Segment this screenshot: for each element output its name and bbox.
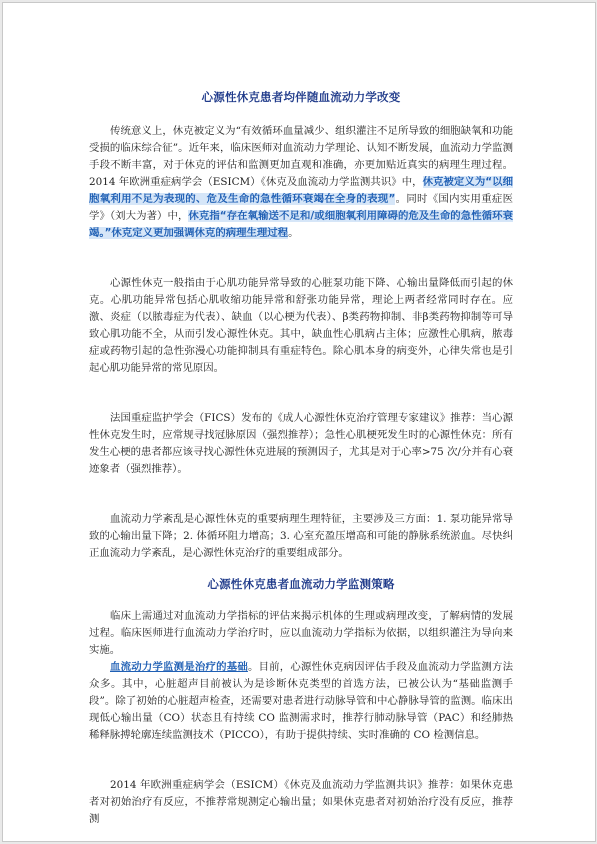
- section-title-monitoring-strategy: 心源性休克患者血流动力学监测策略: [207, 577, 395, 591]
- section-title-hemodynamic-changes: 心源性休克患者均伴随血流动力学改变: [201, 90, 401, 104]
- paragraph-text: 。: [288, 227, 299, 239]
- paragraph-hemodynamic-disorder: 血流动力学紊乱是心源性休克的重要病理生理特征，主要涉及三方面：1. 泵功能异常导致的心输出量下降；2. 体循环阻力增高；3. 心室充盈压增高和可能的静脉系统淤血。尽快纠正血流动力学紊乱，是心源性休克治疗的重要组成部分。: [89, 513, 513, 559]
- paragraph-esicm-recommendation: 2014 年欧洲重症病学会（ESICM）《休克及血流动力学监测共识》推荐：如果休克患者对初始治疗有反应，不推荐常规测定心输出量；如果休克患者对初始治疗没有反应，推荐测: [89, 779, 513, 825]
- highlight-shock-pathophysiology: 休克指“存在氧输送不足和/或细胞氧利用障碍的危及生命的急性循环衰竭。”休克定义更加强调休克的病理生理过程: [89, 210, 513, 239]
- paragraph-clinical-assessment: 临床上需通过对血流动力学指标的评估来揭示机体的生理或病理改变，了解病情的发展过程。临床医师进行血流动力学治疗时，应以血流动力学指标为依据，以组织灌注为导向来实施。: [89, 610, 513, 656]
- document-page: [2, 2, 596, 842]
- paragraph-fics-recommendation: 法国重症监护学会（FICS）发布的《成人心源性休克治疗管理专家建议》推荐：当心源性休克发生时，应常规寻找冠脉原因（强烈推荐）；急性心肌梗死发生时的心源性休克：所有发生心梗的患者都应该寻找心源性休克进展的预测因子，尤其是对于心率>75 次/分并有心衰迹象者（强烈推荐）。: [89, 412, 513, 475]
- paragraph-cardiogenic-shock-causes: 心源性休克一般指由于心肌功能异常导致的心脏泵功能下降、心输出量降低而引起的休克。心肌功能异常包括心肌收缩功能异常和舒张功能异常，理论上两者经常同时存在。应激、炎症（以脓毒症为代表）、缺血（以心梗为代表）、β类药物抑制、非β类药物抑制等可导致心肌功能不全，从而引发心源性休克。其中，缺血性心肌病占主体；应激性心肌病，脓毒症或药物引起的急性弥漫心功能抑制具有重症特色。除心肌本身的病变外，心律失常也是引起心肌功能异常的常见原因。: [89, 277, 513, 374]
- paragraph-text: 传统意义上，休克被定义为“有效循环血量减少、组织灌注不足所导致的细胞缺氧和功能受损的临床综合征”。近年来，临床医师对血流动力学理论、认知不断发展，血流动力学监测手段不断丰富，对于休克的评估和监测更加直观和准确，亦更加贴近真实的病理生理过程。2014 年欧洲重症病学会（ESICM）《休克及血流动力学监测共识》中，: [89, 125, 513, 188]
- paragraph-text: 。同时《国内实用重症医学》（刘大为著）中，: [89, 193, 514, 222]
- paragraph-monitoring-methods: [89, 659, 513, 744]
- paragraph-shock-definition: [89, 123, 513, 242]
- highlight-shock-definition: 休克被定义为“以细胞氧利用不足为表现的、危及生命的急性循环衰竭在全身的表现”: [89, 176, 513, 205]
- document-content: [89, 89, 513, 828]
- paragraph-text: 。目前，心源性休克病因评估手段及血流动力学监测方法众多。其中，心脏超声目前被认为是诊断休克类型的首选方法，已被公认为“基础监测手段”。除了初始的心脏超声检查，还需要对患者进行动脉导管和中心静脉导管的监测。临床出现低心输出量（CO）状态且有持续 CO 监测需求时，推荐行肺动脉导管（PAC）和经肺热稀释脉搏轮廓连续监测技术（PICCO），有助于提供持续、实时准确的 CO 检测信息。: [89, 661, 514, 741]
- highlight-monitoring-basis: 血流动力学监测是治疗的基础: [110, 661, 248, 673]
